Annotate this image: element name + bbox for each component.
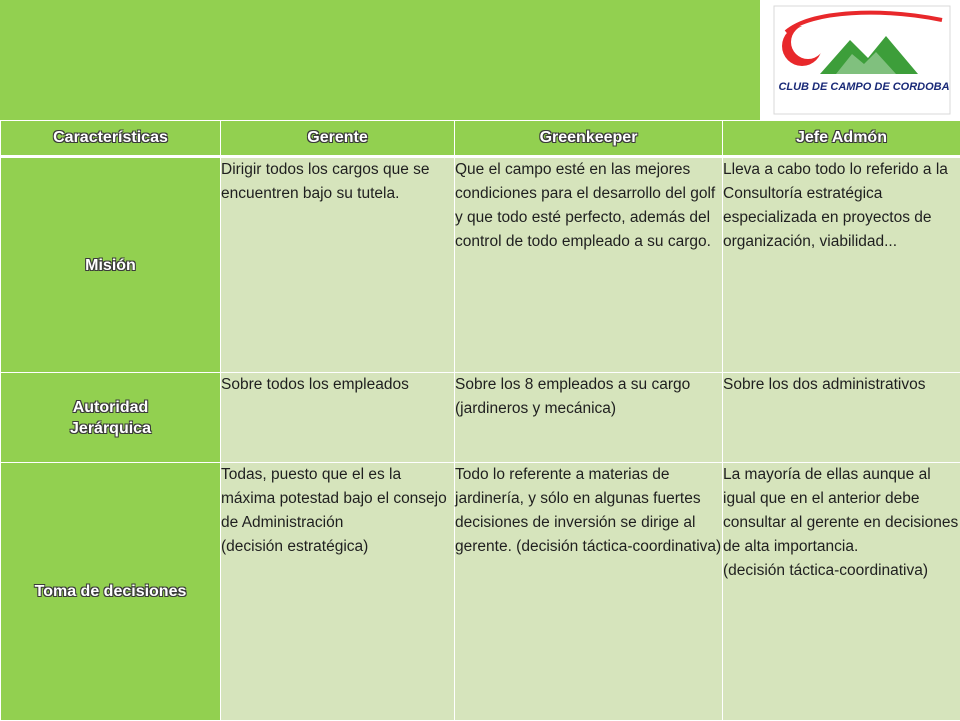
row-label-toma-decisiones: Toma de decisiones	[1, 463, 221, 721]
header-greenkeeper: Greenkeeper	[455, 121, 723, 157]
header-gerente: Gerente	[221, 121, 455, 157]
logo-text: CLUB DE CAMPO DE CORDOBA	[778, 81, 949, 93]
club-logo	[764, 0, 960, 120]
cell-autoridad-greenkeeper: Sobre los 8 empleados a su cargo (jardineros y mecánica)	[455, 373, 723, 463]
cell-mision-gerente: Dirigir todos los cargos que se encuentren bajo su tutela.	[221, 157, 455, 373]
table-row-autoridad	[1, 373, 960, 463]
table-row-toma-decisiones	[1, 463, 960, 721]
cell-decisiones-gerente: Todas, puesto que el es la máxima potestad bajo el consejo de Administración (decisión estratégica)	[221, 463, 455, 721]
cell-autoridad-gerente: Sobre todos los empleados	[221, 373, 455, 463]
row-label-autoridad: Autoridad Jerárquica	[1, 373, 221, 463]
header-caracteristicas: Características	[1, 121, 221, 157]
golf-club-logo-icon	[772, 2, 954, 118]
comparison-table	[0, 120, 960, 721]
cell-mision-jefe-admon: Lleva a cabo todo lo referido a la Consultoría estratégica especializada en proyectos de organización, viabilidad...	[723, 157, 960, 373]
table-row-mision	[1, 157, 960, 373]
cell-decisiones-jefe-admon: La mayoría de ellas aunque al igual que en el anterior debe consultar al gerente en decisiones de alta importancia. (decisión táctica-coordinativa)	[723, 463, 960, 721]
cell-autoridad-jefe-admon: Sobre los dos administrativos	[723, 373, 960, 463]
header-jefe-admon: Jefe Admón	[723, 121, 960, 157]
cell-mision-greenkeeper: Que el campo esté en las mejores condiciones para el desarrollo del golf y que todo esté perfecto, además del control de todo empleado a su cargo.	[455, 157, 723, 373]
table-header-row	[1, 121, 960, 157]
header-banner	[0, 0, 760, 120]
cell-decisiones-greenkeeper: Todo lo referente a materias de jardinería, y sólo en algunas fuertes decisiones de inversión se dirige al gerente. (decisión táctica-coordinativa)	[455, 463, 723, 721]
row-label-mision: Misión	[1, 157, 221, 373]
